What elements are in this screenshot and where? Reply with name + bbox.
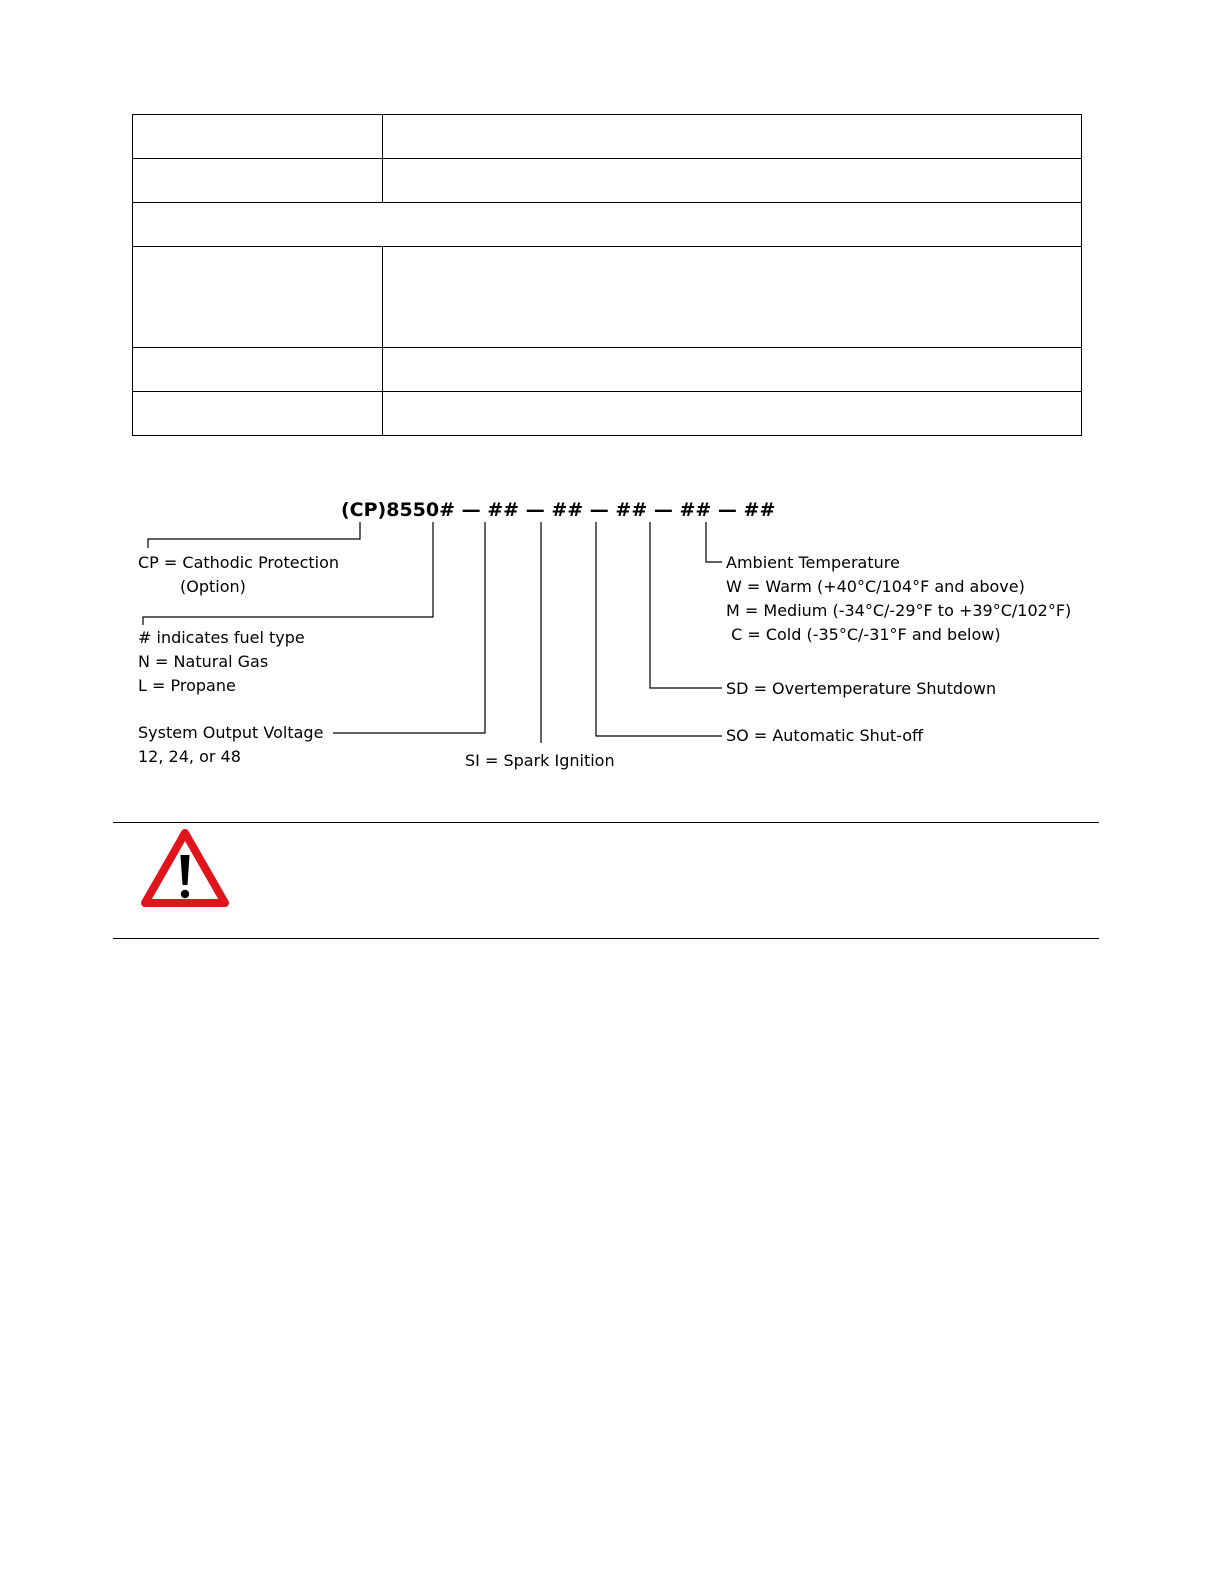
table-cell-value <box>383 159 1082 203</box>
table-row <box>133 203 1082 247</box>
table-row <box>133 247 1082 348</box>
spec-table <box>132 114 1082 436</box>
ambient-cold-label: C = Cold (-35°C/-31°F and below) <box>726 625 1001 644</box>
cp-option-label: (Option) <box>180 577 246 596</box>
table-cell-value <box>383 348 1082 392</box>
table-section-header <box>133 203 1082 247</box>
table-row <box>133 159 1082 203</box>
auto-shutoff-label: SO = Automatic Shut-off <box>726 726 924 745</box>
table-cell-value <box>383 115 1082 159</box>
table-row <box>133 348 1082 392</box>
table-cell-label <box>133 392 383 436</box>
fuel-natural-gas-label: N = Natural Gas <box>138 652 269 671</box>
table-row <box>133 392 1082 436</box>
table-cell-label <box>133 115 383 159</box>
cp-label: CP = Cathodic Protection <box>138 553 340 572</box>
warning-box <box>113 822 1099 939</box>
table-row <box>133 115 1082 159</box>
model-number-diagram <box>0 470 1225 790</box>
voltage-label: System Output Voltage <box>138 723 324 742</box>
warning-triangle-icon <box>139 827 231 909</box>
table-cell-label <box>133 159 383 203</box>
table-cell-label <box>133 348 383 392</box>
voltage-values-label: 12, 24, or 48 <box>138 747 241 766</box>
table-cell-value <box>383 247 1082 348</box>
table-cell-label <box>133 247 383 348</box>
ambient-temperature-label: Ambient Temperature <box>726 553 900 572</box>
spark-ignition-label: SI = Spark Ignition <box>465 751 615 770</box>
model-code: (CP)8550# — ## — ## — ## — ## — ## <box>341 499 776 521</box>
fuel-type-label: # indicates fuel type <box>138 628 305 647</box>
ambient-warm-label: W = Warm (+40°C/104°F and above) <box>726 577 1025 596</box>
fuel-propane-label: L = Propane <box>138 676 236 695</box>
ambient-medium-label: M = Medium (-34°C/-29°F to +39°C/102°F) <box>726 601 1072 620</box>
overtemp-shutdown-label: SD = Overtemperature Shutdown <box>726 679 997 698</box>
table-cell-value <box>383 392 1082 436</box>
